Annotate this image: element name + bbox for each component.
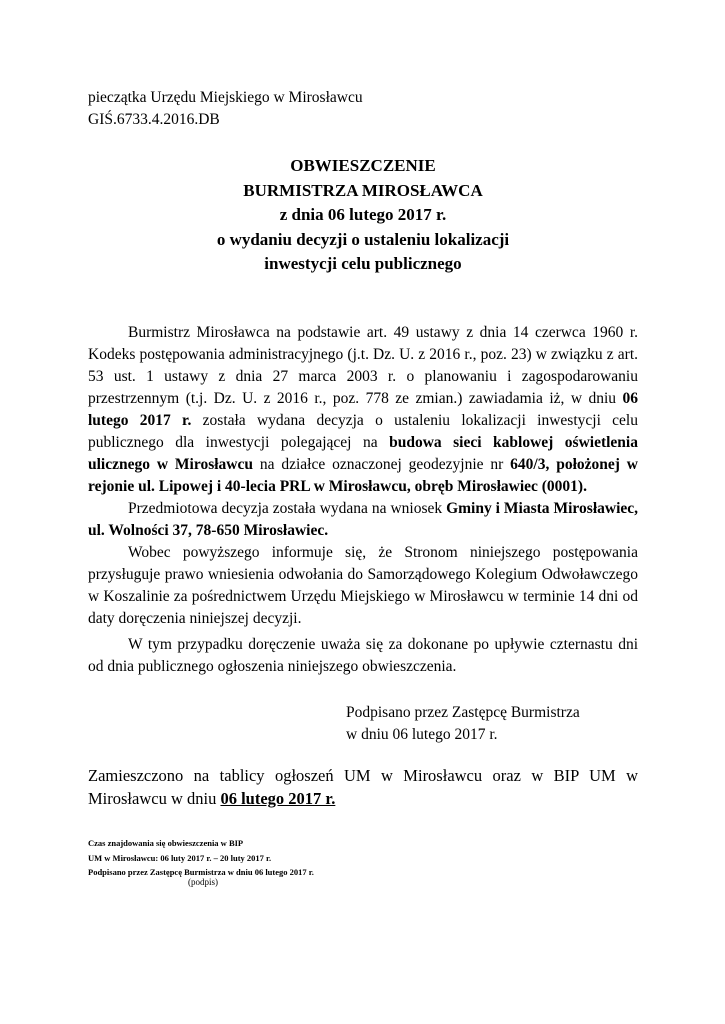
- title-line-3: z dnia 06 lutego 2017 r.: [279, 205, 447, 224]
- title-line-4: o wydaniu decyzji o ustaleniu lokalizacji: [216, 229, 510, 249]
- announcement-title: [88, 154, 638, 277]
- p1-text-c: na działce oznaczonej geodezyjnie nr: [252, 456, 511, 473]
- p1-parcel: 640/3, położonej w rejonie ul. Lipowej i 40-lecia PRL w Mirosławcu, obręb Mirosławiec (0001).: [88, 456, 638, 495]
- p2-text-a: Przedmiotowa decyzja została wydana na wniosek: [128, 500, 447, 517]
- footer-signature-label: (podpis): [188, 877, 218, 887]
- posting-date: 06 lutego 2017 r.: [220, 789, 336, 808]
- paragraph-applicant: [88, 498, 638, 542]
- announcement-body: [88, 322, 638, 678]
- signature-block: [346, 702, 580, 746]
- p1-text-a: Burmistrz Mirosławca na podstawie art. 49 ustawy z dnia 14 czerwca 1960 r. Kodeks postępowania administracyjnego (j.t. Dz. U. z 2016 r., poz. 23) w związku z art. 53 ust. 1 ustawy z dnia 27 marca 2003 r. o planowaniu i zagospodarowaniu przestrzennym (t.j. Dz. U. z 2016 r., poz. 778 ze zmian.) zawiadamia iż, w dniu: [88, 324, 638, 407]
- posting-note: [88, 764, 638, 810]
- office-stamp-text: pieczątka Urzędu Miejskiego w Mirosławcu: [88, 89, 363, 106]
- title-line-5: inwestycji celu publicznego: [264, 254, 462, 273]
- signature-line-2: w dniu 06 lutego 2017 r.: [346, 726, 498, 743]
- paragraph-decision: [88, 322, 638, 498]
- p1-project: budowa sieci kablowej oświetlenia ulicznego w Mirosławcu: [88, 434, 638, 473]
- posting-text: Zamieszczono na tablicy ogłoszeń UM w Mirosławcu oraz w BIP UM w Mirosławcu w dniu: [88, 766, 638, 808]
- title-line-1: OBWIESZCZENIE: [290, 156, 436, 175]
- footer-line-2: UM w Mirosławcu: 06 luty 2017 r. – 20 luty 2017 r.: [88, 853, 272, 863]
- reference-number: GIŚ.6733.4.2016.DB: [88, 111, 220, 128]
- paragraph-delivery: W tym przypadku doręczenie uważa się za dokonane po upływie czternastu dni od dnia publicznego ogłoszenia niniejszego obwieszczenia.: [88, 636, 638, 675]
- paragraph-appeal: Wobec powyższego informuje się, że Stronom niniejszego postępowania przysługuje prawo wniesienia odwołania do Samorządowego Kolegium Odwoławczego w Koszalinie za pośrednictwem Urzędu Miejskiego w Mirosławcu w terminie 14 dni od daty doręczenia niniejszej decyzji.: [88, 544, 638, 627]
- p1-date: 06 lutego 2017 r.: [88, 390, 638, 429]
- p2-applicant: Gminy i Miasta Mirosławiec, ul. Wolności 37, 78-650 Mirosławiec.: [88, 500, 639, 539]
- p1-text-b: została wydana decyzja o ustaleniu lokalizacji inwestycji celu publicznego dla inwestycji polegającej na: [88, 412, 638, 451]
- footer-line-3: Podpisano przez Zastępcę Burmistrza w dniu 06 lutego 2017 r.: [88, 867, 314, 877]
- title-line-2: BURMISTRZA MIROSŁAWCA: [243, 180, 483, 200]
- footer-line-1: Czas znajdowania się obwieszczenia w BIP: [88, 838, 244, 848]
- signature-line-1: Podpisano przez Zastępcę Burmistrza: [346, 704, 580, 721]
